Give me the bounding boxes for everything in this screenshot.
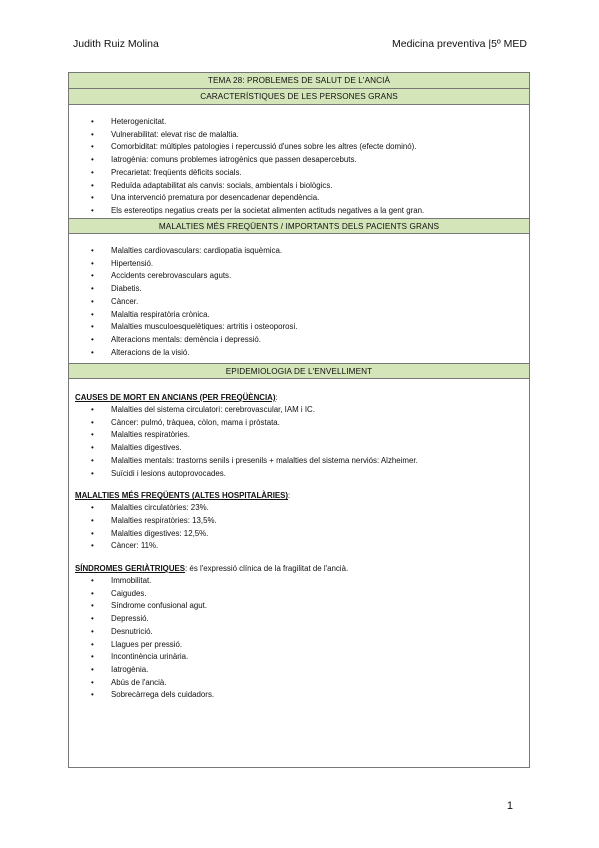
section-epidemiology [69,379,529,702]
list-item: • Immobilitat. [69,575,529,588]
list-item: • Alteracions de la visió. [69,347,529,360]
list-item: • Incontinència urinària. [69,651,529,664]
list-item: • Malalties circulatòries: 23%. [69,502,529,515]
header-course: Medicina preventiva |5º MED [392,38,527,50]
list-item: • Alteracions mentals: demència i depressió. [69,334,529,347]
page-number: 1 [506,800,513,812]
list-item: • Diabetis. [69,283,529,296]
list-item: • Càncer: 11%. [69,540,529,553]
list-item: • Síndrome confusional agut. [69,600,529,613]
section-heading-diseases: MALALTIES MÉS FREQÜENTS / IMPORTANTS DELS PACIENTS GRANS [69,218,529,234]
list-item: • Malalties musculoesquelètiques: artritis i osteoporosi. [69,321,529,334]
list-item: • Hipertensió. [69,258,529,271]
list-item: • Depressió. [69,613,529,626]
list-item: • Malalties digestives. [69,442,529,455]
topic-title: TEMA 28: PROBLEMES DE SALUT DE L'ANCIÀ [69,73,529,89]
list-item: • Reduïda adaptabilitat als canvis: socials, ambientals i biològics. [69,180,529,193]
list-item: • Sobrecàrrega dels cuidadors. [69,689,529,702]
subsection-title: MALALTIES MÉS FREQÜENTS (ALTES HOSPITALÀRIES): [75,491,291,501]
list-item: • Càncer. [69,296,529,309]
section-heading-characteristics: CARACTERÍSTIQUES DE LES PERSONES GRANS [69,89,529,105]
list-item: • Una intervenció prematura por desencadenar dependència. [69,192,529,205]
list-item: • Els estereotips negatius creats per la societat alimenten actituds negatives a la gent gran. [69,205,529,218]
subsection-title: SÍNDROMES GERIÀTRIQUES: és l'expressió clínica de la fragilitat de l'ancià. [75,564,349,574]
list-item: • Comorbiditat: múltiples patologies i repercussió d'unes sobre les altres (efecte dominó). [69,141,529,154]
list-item: • Vulnerabilitat: elevat risc de malaltia. [69,129,529,142]
list-item: • Malalties respiratòries: 13,5%. [69,515,529,528]
list-item: • Malalties digestives: 12,5%. [69,528,529,541]
section-heading-epidemiology: EPIDEMIOLOGIA DE L'ENVELLIMENT [69,363,529,379]
list-item: • Iatrogènia. [69,664,529,677]
list-item: • Iatrogènia: comuns problemes iatrogènics que passen desapercebuts. [69,154,529,167]
header-author: Judith Ruiz Molina [73,38,159,50]
subsection-title: CAUSES DE MORT EN ANCIANS (PER FREQÜÈNCIA): [75,393,278,402]
list-item: • Suïcidi i lesions autoprovocades. [69,468,529,481]
list-item: • Abús de l'ancià. [69,677,529,690]
section-diseases [69,234,529,363]
list-item: • Malalties del sistema circulatori: cerebrovascular, IAM i IC. [69,404,529,417]
list-item: • Malaltia respiratòria crònica. [69,309,529,322]
list-item: • Desnutrició. [69,626,529,639]
list-item: • Llagues per pressió. [69,639,529,652]
list-item: • Malalties respiratòries. [69,429,529,442]
list-item: • Malalties cardiovasculars: cardiopatia isquèmica. [69,245,529,258]
list-item: • Precarietat: freqüents dèficits socials. [69,167,529,180]
section-characteristics [69,105,529,218]
content-box [68,72,530,768]
list-item: • Malalties mentals: trastorns senils i presenils + malalties del sistema nerviós: Alzheimer. [69,455,529,468]
list-item: • Accidents cerebrovasculars aguts. [69,270,529,283]
list-item: • Càncer: pulmó, tràquea, còlon, mama i pròstata. [69,417,529,430]
list-item: • Caigudes. [69,588,529,601]
list-item: • Heterogenicitat. [69,116,529,129]
